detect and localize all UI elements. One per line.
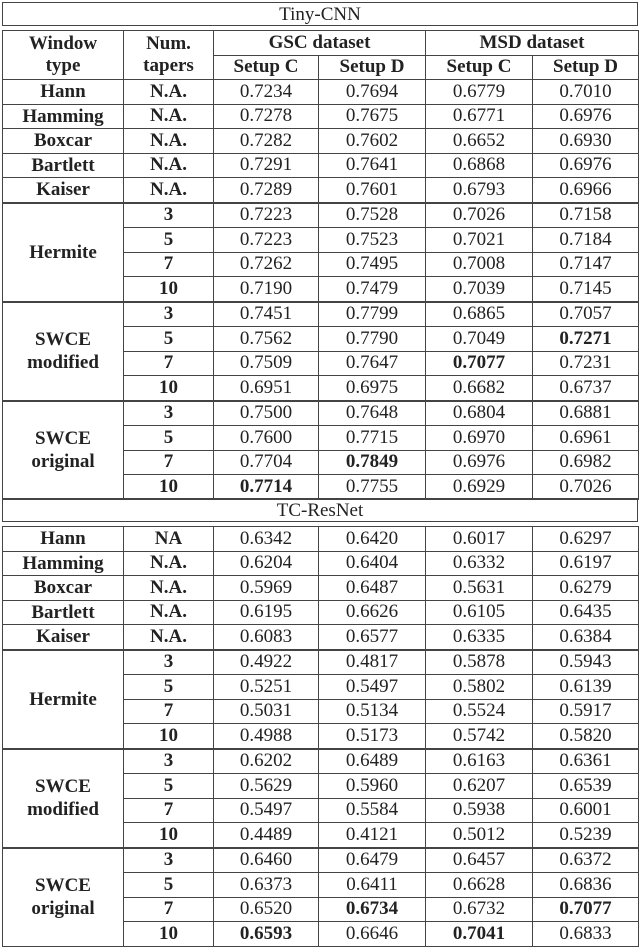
window-type-label: SWCE — [35, 428, 91, 449]
accuracy-cell: 0.7147 — [533, 252, 639, 277]
window-type-label: Hamming — [22, 552, 104, 574]
table-row — [3, 153, 639, 178]
accuracy-cell: 0.6420 — [319, 527, 426, 552]
accuracy-cell: 0.6961 — [533, 426, 639, 451]
accuracy-cell: 0.7010 — [533, 80, 639, 105]
window-type-label: Hermite — [29, 241, 97, 263]
window-type-cell — [3, 80, 124, 105]
accuracy-cell: 0.6404 — [319, 551, 426, 576]
window-type-label: SWCE — [35, 875, 91, 896]
table-row — [3, 401, 639, 426]
accuracy-cell: 0.6982 — [533, 450, 639, 475]
accuracy-cell: 0.6197 — [533, 551, 639, 576]
accuracy-cell: 0.6372 — [533, 848, 639, 873]
tc-resnet-section — [2, 498, 638, 947]
num-tapers-cell: 5 — [124, 774, 214, 799]
table-row — [3, 80, 639, 105]
accuracy-cell: 0.7495 — [319, 252, 426, 277]
accuracy-cell: 0.5943 — [533, 650, 639, 675]
accuracy-cell: 0.7755 — [319, 475, 426, 500]
accuracy-cell: 0.7271 — [533, 327, 639, 352]
accuracy-cell: 0.7523 — [319, 228, 426, 253]
accuracy-cell: 0.7704 — [214, 450, 319, 475]
accuracy-cell: 0.6793 — [426, 178, 533, 203]
accuracy-cell: 0.5820 — [533, 724, 639, 749]
table-row — [3, 203, 639, 228]
accuracy-cell: 0.6204 — [214, 551, 319, 576]
accuracy-cell: 0.6628 — [426, 873, 533, 898]
num-tapers-cell: 10 — [124, 376, 214, 401]
window-type-cell — [3, 153, 124, 178]
accuracy-cell: 0.7601 — [319, 178, 426, 203]
accuracy-cell: 0.5012 — [426, 823, 533, 848]
accuracy-cell: 0.5878 — [426, 650, 533, 675]
window-type-label: modified — [27, 799, 99, 820]
accuracy-cell: 0.6626 — [319, 600, 426, 625]
accuracy-cell: 0.7223 — [214, 228, 319, 253]
accuracy-cell: 0.7026 — [426, 203, 533, 228]
accuracy-cell: 0.6836 — [533, 873, 639, 898]
accuracy-cell: 0.6930 — [533, 129, 639, 154]
num-tapers-cell: 7 — [124, 252, 214, 277]
num-tapers-cell: 7 — [124, 897, 214, 922]
window-type-cell — [3, 401, 124, 500]
table-row — [3, 576, 639, 601]
accuracy-cell: 0.7057 — [533, 302, 639, 327]
window-type-label: Boxcar — [33, 130, 93, 152]
num-tapers-cell: N.A. — [124, 600, 214, 625]
accuracy-cell: 0.6868 — [426, 153, 533, 178]
num-tapers-cell: 5 — [124, 873, 214, 898]
window-type-label: Bartlett — [31, 601, 95, 623]
accuracy-cell: 0.5524 — [426, 699, 533, 724]
accuracy-cell: 0.5969 — [214, 576, 319, 601]
accuracy-cell: 0.7479 — [319, 277, 426, 302]
accuracy-cell: 0.5173 — [319, 724, 426, 749]
accuracy-cell: 0.6332 — [426, 551, 533, 576]
accuracy-cell: 0.6411 — [319, 873, 426, 898]
accuracy-cell: 0.6361 — [533, 749, 639, 774]
accuracy-cell: 0.6017 — [426, 527, 533, 552]
header-setup: Setup D — [533, 55, 639, 80]
accuracy-cell: 0.7282 — [214, 129, 319, 154]
window-type-label: Hann — [40, 528, 86, 550]
window-type-cell — [3, 104, 124, 129]
table-row — [3, 848, 639, 873]
table-row — [3, 625, 639, 650]
accuracy-cell: 0.7641 — [319, 153, 426, 178]
num-tapers-cell: 10 — [124, 724, 214, 749]
num-tapers-cell: 3 — [124, 650, 214, 675]
accuracy-cell: 0.6951 — [214, 376, 319, 401]
accuracy-cell: 0.5960 — [319, 774, 426, 799]
window-type-cell — [3, 848, 124, 947]
accuracy-cell: 0.6139 — [533, 675, 639, 700]
accuracy-cell: 0.7528 — [319, 203, 426, 228]
accuracy-cell: 0.7049 — [426, 327, 533, 352]
accuracy-cell: 0.6001 — [533, 798, 639, 823]
accuracy-cell: 0.6539 — [533, 774, 639, 799]
num-tapers-cell: N.A. — [124, 104, 214, 129]
accuracy-cell: 0.6593 — [214, 922, 319, 947]
window-type-label: SWCE — [35, 776, 91, 797]
accuracy-cell: 0.7675 — [319, 104, 426, 129]
accuracy-cell: 0.7602 — [319, 129, 426, 154]
accuracy-cell: 0.6435 — [533, 600, 639, 625]
accuracy-cell: 0.6163 — [426, 749, 533, 774]
accuracy-cell: 0.6297 — [533, 527, 639, 552]
num-tapers-cell: 5 — [124, 426, 214, 451]
tiny-cnn-section — [2, 2, 638, 500]
header-setup: Setup C — [426, 55, 533, 80]
window-type-cell — [3, 129, 124, 154]
accuracy-cell: 0.6520 — [214, 897, 319, 922]
accuracy-cell: 0.6373 — [214, 873, 319, 898]
window-type-label: Kaiser — [36, 626, 90, 648]
accuracy-cell: 0.7039 — [426, 277, 533, 302]
num-tapers-cell: 7 — [124, 798, 214, 823]
accuracy-cell: 0.7694 — [319, 80, 426, 105]
accuracy-cell: 0.7231 — [533, 351, 639, 376]
num-tapers-cell: NA — [124, 527, 214, 552]
header-gsc-dataset: GSC dataset — [214, 31, 426, 56]
accuracy-cell: 0.7278 — [214, 104, 319, 129]
num-tapers-cell: 5 — [124, 327, 214, 352]
accuracy-cell: 0.6460 — [214, 848, 319, 873]
accuracy-cell: 0.5497 — [319, 675, 426, 700]
accuracy-cell: 0.5584 — [319, 798, 426, 823]
window-type-cell — [3, 600, 124, 625]
window-type-cell — [3, 749, 124, 848]
table-title: Tiny-CNN — [2, 2, 638, 26]
tc-resnet-table — [2, 526, 639, 947]
accuracy-cell: 0.7077 — [426, 351, 533, 376]
header-msd-dataset: MSD dataset — [426, 31, 639, 56]
accuracy-cell: 0.7500 — [214, 401, 319, 426]
accuracy-cell: 0.7291 — [214, 153, 319, 178]
accuracy-cell: 0.6342 — [214, 527, 319, 552]
accuracy-cell: 0.6457 — [426, 848, 533, 873]
accuracy-cell: 0.7714 — [214, 475, 319, 500]
table-row — [3, 749, 639, 774]
table-body — [3, 80, 639, 500]
num-tapers-cell: 10 — [124, 922, 214, 947]
accuracy-cell: 0.5742 — [426, 724, 533, 749]
accuracy-cell: 0.6975 — [319, 376, 426, 401]
table-row — [3, 600, 639, 625]
num-tapers-cell: 10 — [124, 823, 214, 848]
num-tapers-cell: 10 — [124, 475, 214, 500]
accuracy-cell: 0.4817 — [319, 650, 426, 675]
num-tapers-cell: 3 — [124, 401, 214, 426]
accuracy-cell: 0.6976 — [426, 450, 533, 475]
window-type-cell — [3, 650, 124, 749]
window-type-label: Kaiser — [36, 179, 90, 201]
num-tapers-cell: N.A. — [124, 625, 214, 650]
accuracy-cell: 0.6737 — [533, 376, 639, 401]
num-tapers-cell: N.A. — [124, 80, 214, 105]
accuracy-cell: 0.6195 — [214, 600, 319, 625]
window-type-label: Hann — [40, 81, 86, 103]
accuracy-cell: 0.6833 — [533, 922, 639, 947]
accuracy-cell: 0.6804 — [426, 401, 533, 426]
accuracy-cell: 0.6976 — [533, 104, 639, 129]
accuracy-cell: 0.7849 — [319, 450, 426, 475]
window-type-cell — [3, 527, 124, 552]
accuracy-cell: 0.6929 — [426, 475, 533, 500]
num-tapers-cell: 3 — [124, 203, 214, 228]
accuracy-cell: 0.6384 — [533, 625, 639, 650]
accuracy-cell: 0.6577 — [319, 625, 426, 650]
accuracy-cell: 0.5802 — [426, 675, 533, 700]
accuracy-cell: 0.7647 — [319, 351, 426, 376]
accuracy-cell: 0.5938 — [426, 798, 533, 823]
table-row — [3, 104, 639, 129]
num-tapers-cell: 7 — [124, 351, 214, 376]
accuracy-cell: 0.7041 — [426, 922, 533, 947]
accuracy-cell: 0.7648 — [319, 401, 426, 426]
num-tapers-cell: 7 — [124, 699, 214, 724]
window-type-cell — [3, 302, 124, 401]
accuracy-cell: 0.7021 — [426, 228, 533, 253]
accuracy-cell: 0.4489 — [214, 823, 319, 848]
table-row — [3, 178, 639, 203]
num-tapers-cell: 3 — [124, 848, 214, 873]
accuracy-cell: 0.6083 — [214, 625, 319, 650]
accuracy-cell: 0.5631 — [426, 576, 533, 601]
header-window-type: Window type — [3, 31, 124, 80]
accuracy-cell: 0.7184 — [533, 228, 639, 253]
accuracy-cell: 0.6771 — [426, 104, 533, 129]
accuracy-cell: 0.6966 — [533, 178, 639, 203]
accuracy-cell: 0.7262 — [214, 252, 319, 277]
accuracy-cell: 0.7008 — [426, 252, 533, 277]
table-row — [3, 302, 639, 327]
accuracy-cell: 0.7451 — [214, 302, 319, 327]
accuracy-cell: 0.6479 — [319, 848, 426, 873]
header-setup: Setup D — [319, 55, 426, 80]
accuracy-cell: 0.6779 — [426, 80, 533, 105]
header-num-tapers: Num. tapers — [124, 31, 214, 80]
table-row — [3, 527, 639, 552]
accuracy-cell: 0.6682 — [426, 376, 533, 401]
num-tapers-cell: 5 — [124, 675, 214, 700]
accuracy-cell: 0.5629 — [214, 774, 319, 799]
accuracy-cell: 0.7790 — [319, 327, 426, 352]
window-type-label: original — [31, 898, 95, 919]
accuracy-cell: 0.5917 — [533, 699, 639, 724]
accuracy-cell: 0.6489 — [319, 749, 426, 774]
accuracy-cell: 0.6865 — [426, 302, 533, 327]
accuracy-cell: 0.5239 — [533, 823, 639, 848]
num-tapers-cell: N.A. — [124, 576, 214, 601]
accuracy-cell: 0.5134 — [319, 699, 426, 724]
window-type-cell — [3, 551, 124, 576]
num-tapers-cell: 5 — [124, 228, 214, 253]
accuracy-cell: 0.6732 — [426, 897, 533, 922]
num-tapers-cell: N.A. — [124, 551, 214, 576]
accuracy-cell: 0.7715 — [319, 426, 426, 451]
table-title: TC-ResNet — [2, 498, 638, 522]
window-type-label: modified — [27, 352, 99, 373]
accuracy-cell: 0.7077 — [533, 897, 639, 922]
accuracy-cell: 0.7289 — [214, 178, 319, 203]
accuracy-cell: 0.7509 — [214, 351, 319, 376]
accuracy-cell: 0.6279 — [533, 576, 639, 601]
accuracy-cell: 0.6970 — [426, 426, 533, 451]
accuracy-cell: 0.5251 — [214, 675, 319, 700]
window-type-cell — [3, 576, 124, 601]
window-type-label: Hermite — [29, 688, 97, 710]
accuracy-cell: 0.4988 — [214, 724, 319, 749]
table-row — [3, 551, 639, 576]
accuracy-cell: 0.7026 — [533, 475, 639, 500]
accuracy-cell: 0.6734 — [319, 897, 426, 922]
num-tapers-cell: N.A. — [124, 129, 214, 154]
header-setup: Setup C — [214, 55, 319, 80]
accuracy-cell: 0.6105 — [426, 600, 533, 625]
accuracy-cell: 0.6335 — [426, 625, 533, 650]
accuracy-cell: 0.6976 — [533, 153, 639, 178]
accuracy-cell: 0.6646 — [319, 922, 426, 947]
accuracy-cell: 0.6487 — [319, 576, 426, 601]
num-tapers-cell: N.A. — [124, 178, 214, 203]
accuracy-cell: 0.6202 — [214, 749, 319, 774]
accuracy-cell: 0.7234 — [214, 80, 319, 105]
table-row — [3, 129, 639, 154]
window-type-label: Boxcar — [33, 577, 93, 599]
accuracy-cell: 0.7158 — [533, 203, 639, 228]
window-type-cell — [3, 178, 124, 203]
num-tapers-cell: N.A. — [124, 153, 214, 178]
num-tapers-cell: 10 — [124, 277, 214, 302]
num-tapers-cell: 3 — [124, 749, 214, 774]
table-body — [3, 527, 639, 947]
window-type-label: original — [31, 451, 95, 472]
accuracy-cell: 0.5497 — [214, 798, 319, 823]
accuracy-cell: 0.6652 — [426, 129, 533, 154]
accuracy-cell: 0.7799 — [319, 302, 426, 327]
window-type-cell — [3, 203, 124, 302]
accuracy-cell: 0.6207 — [426, 774, 533, 799]
accuracy-cell: 0.5031 — [214, 699, 319, 724]
accuracy-cell: 0.7223 — [214, 203, 319, 228]
accuracy-cell: 0.4121 — [319, 823, 426, 848]
accuracy-cell: 0.4922 — [214, 650, 319, 675]
window-type-label: Bartlett — [31, 154, 95, 176]
accuracy-cell: 0.7145 — [533, 277, 639, 302]
num-tapers-cell: 3 — [124, 302, 214, 327]
num-tapers-cell: 7 — [124, 450, 214, 475]
window-type-label: SWCE — [35, 329, 91, 350]
accuracy-cell: 0.7562 — [214, 327, 319, 352]
table-row — [3, 650, 639, 675]
window-type-label: Hamming — [22, 105, 104, 127]
accuracy-cell: 0.7600 — [214, 426, 319, 451]
tiny-cnn-table — [2, 30, 639, 500]
accuracy-cell: 0.6881 — [533, 401, 639, 426]
window-type-cell — [3, 625, 124, 650]
accuracy-cell: 0.7190 — [214, 277, 319, 302]
